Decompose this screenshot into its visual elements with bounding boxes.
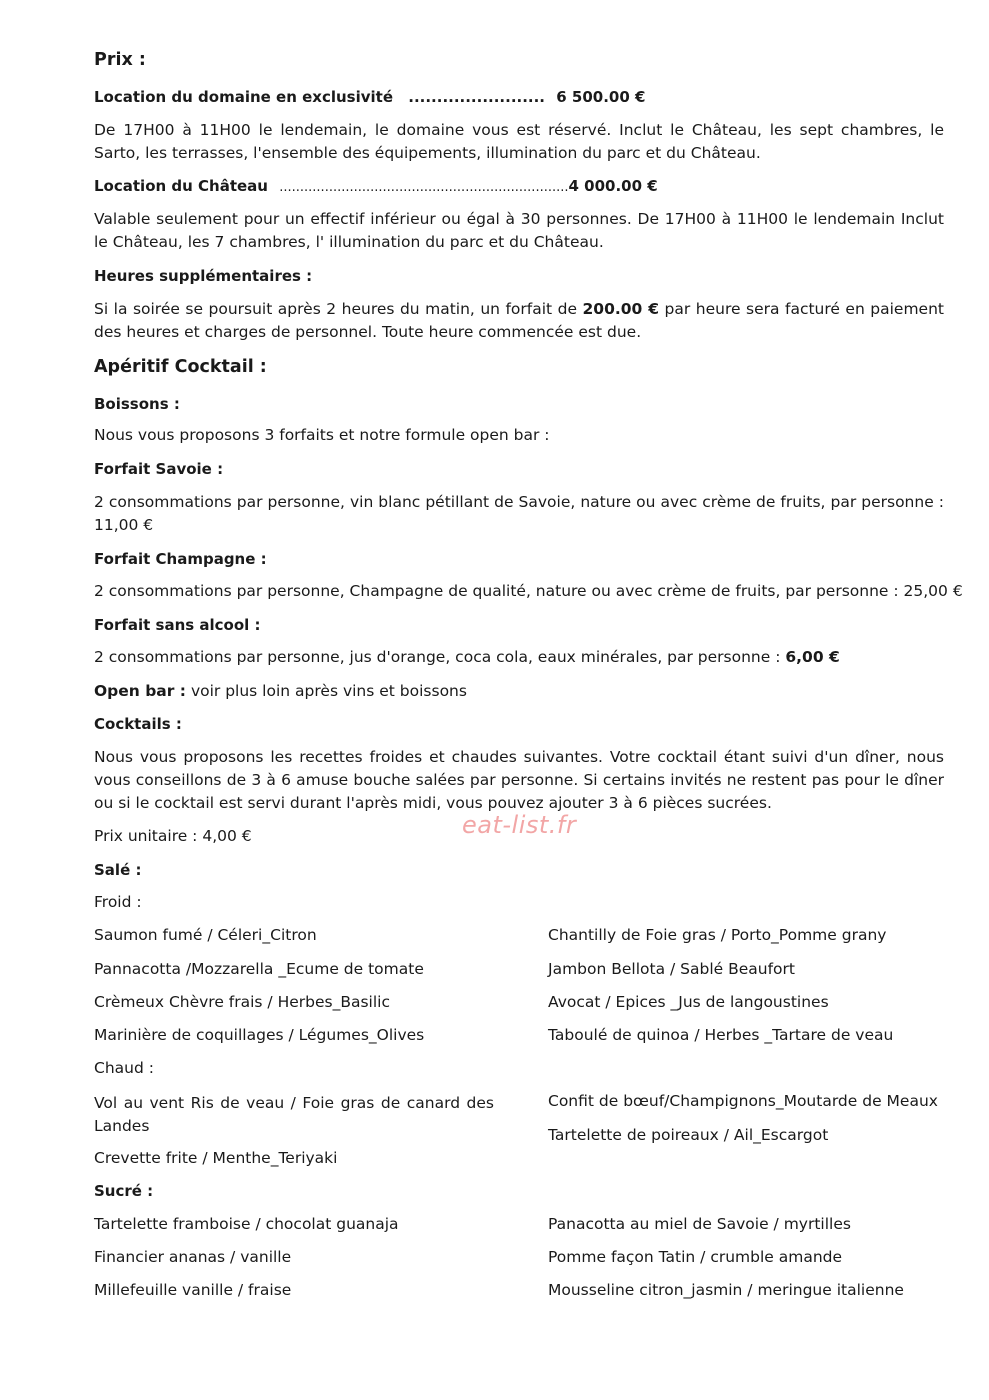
- champagne-text: 2 consommations par personne, Champagne de qualité, nature ou avec crème de fruits, par personne : 25,00 €: [94, 582, 963, 600]
- chateau-line: [94, 177, 658, 195]
- list-item: Pannacotta /Mozzarella _Ecume de tomate: [94, 960, 424, 978]
- list-item: Vol au vent Ris de veau / Foie gras de canard des Landes: [94, 1094, 494, 1135]
- froid-label: Froid :: [94, 893, 142, 911]
- hours-text-1: Si la soirée se poursuit après 2 heures du matin, un forfait de: [94, 300, 583, 318]
- hours-text-2: par heure sera facturé en paiement des heures et charges de personnel. Toute heure commencée est due.: [94, 300, 944, 341]
- sale-heading: Salé :: [94, 861, 142, 879]
- open-bar-text: voir plus loin après vins et boissons: [190, 682, 467, 700]
- exclusive-description: De 17H00 à 11H00 le lendemain, le domaine vous est réservé. Inclut le Château, les sept chambres, le Sarto, les terrasses, l'ensemble des équipements, illumination du parc et du Château.: [94, 121, 944, 162]
- list-item: Crevette frite / Menthe_Teriyaki: [94, 1149, 338, 1167]
- savoie-text: 2 consommations par personne, vin blanc pétillant de Savoie, nature ou avec crème de fruits, par personne : 11,00 €: [94, 493, 944, 534]
- sans-alcool-text: 2 consommations par personne, jus d'orange, coca cola, eaux minérales, par personne :: [94, 648, 786, 666]
- watermark: eat-list.fr: [462, 811, 577, 839]
- list-item: Marinière de coquillages / Légumes_Olives: [94, 1026, 425, 1044]
- hours-price: 200.00 €: [582, 300, 660, 318]
- list-item: Mousseline citron_jasmin / meringue italienne: [548, 1281, 904, 1299]
- document-page: [94, 0, 963, 1400]
- list-item: Financier ananas / vanille: [94, 1248, 292, 1266]
- list-item: Taboulé de quinoa / Herbes _Tartare de veau: [548, 1026, 894, 1044]
- boissons-heading: Boissons :: [94, 395, 180, 413]
- sans-alcool-line: [94, 648, 840, 666]
- open-bar-label: Open bar :: [94, 682, 187, 700]
- list-item: Pomme façon Tatin / crumble amande: [548, 1248, 843, 1266]
- chaud-label: Chaud :: [94, 1059, 154, 1077]
- list-item: Crèmeux Chèvre frais / Herbes_Basilic: [94, 993, 390, 1011]
- cocktails-text: Nous vous proposons les recettes froides et chaudes suivantes. Votre cocktail étant suivi d'un dîner, nous vous conseillons de 3 à 6 amuse bouche salées par personne. Si certains invités ne restent pas pour le dîner ou si le cocktail est servi durant l'après midi, vous pouvez ajouter 3 à 6 pièces sucrées.: [94, 748, 944, 812]
- sans-alcool-heading: Forfait sans alcool :: [94, 616, 261, 634]
- cocktails-heading: Cocktails :: [94, 715, 182, 733]
- boissons-intro: Nous vous proposons 3 forfaits et notre formule open bar :: [94, 426, 550, 444]
- list-item: Chantilly de Foie gras / Porto_Pomme grany: [548, 926, 887, 944]
- list-item: Confit de bœuf/Champignons_Moutarde de Meaux: [548, 1092, 938, 1110]
- chateau-description: Valable seulement pour un effectif inférieur ou égal à 30 personnes. De 17H00 à 11H00 le lendemain Inclut le Château, les 7 chambres, l' illumination du parc et du Château.: [94, 210, 944, 251]
- chateau-label: Location du Château: [94, 177, 268, 195]
- exclusive-dots: ........................: [408, 88, 546, 106]
- chateau-price: 4 000.00 €: [568, 177, 658, 195]
- champagne-heading: Forfait Champagne :: [94, 550, 267, 568]
- exclusive-line: [94, 88, 645, 106]
- chateau-dots: ......................................................................: [279, 180, 569, 195]
- list-item: Avocat / Epices _Jus de langoustines: [548, 993, 829, 1011]
- hours-heading: Heures supplémentaires :: [94, 267, 313, 285]
- list-item: Millefeuille vanille / fraise: [94, 1281, 292, 1299]
- exclusive-label: Location du domaine en exclusivité: [94, 88, 394, 106]
- sans-alcool-price: 6,00 €: [785, 648, 840, 666]
- list-item: Jambon Bellota / Sablé Beaufort: [548, 960, 795, 978]
- sucre-heading: Sucré :: [94, 1182, 154, 1200]
- list-item: Saumon fumé / Céleri_Citron: [94, 926, 317, 944]
- savoie-heading: Forfait Savoie :: [94, 460, 224, 478]
- prix-heading: Prix :: [94, 50, 146, 70]
- exclusive-price: 6 500.00 €: [556, 88, 646, 106]
- list-item: Tartelette de poireaux / Ail_Escargot: [548, 1126, 829, 1144]
- unit-price: Prix unitaire : 4,00 €: [94, 827, 252, 845]
- list-item: Tartelette framboise / chocolat guanaja: [94, 1215, 399, 1233]
- list-item: Panacotta au miel de Savoie / myrtilles: [548, 1215, 851, 1233]
- aperitif-heading: Apéritif Cocktail :: [94, 357, 267, 377]
- hours-paragraph: [94, 298, 944, 344]
- open-bar-line: [94, 682, 467, 700]
